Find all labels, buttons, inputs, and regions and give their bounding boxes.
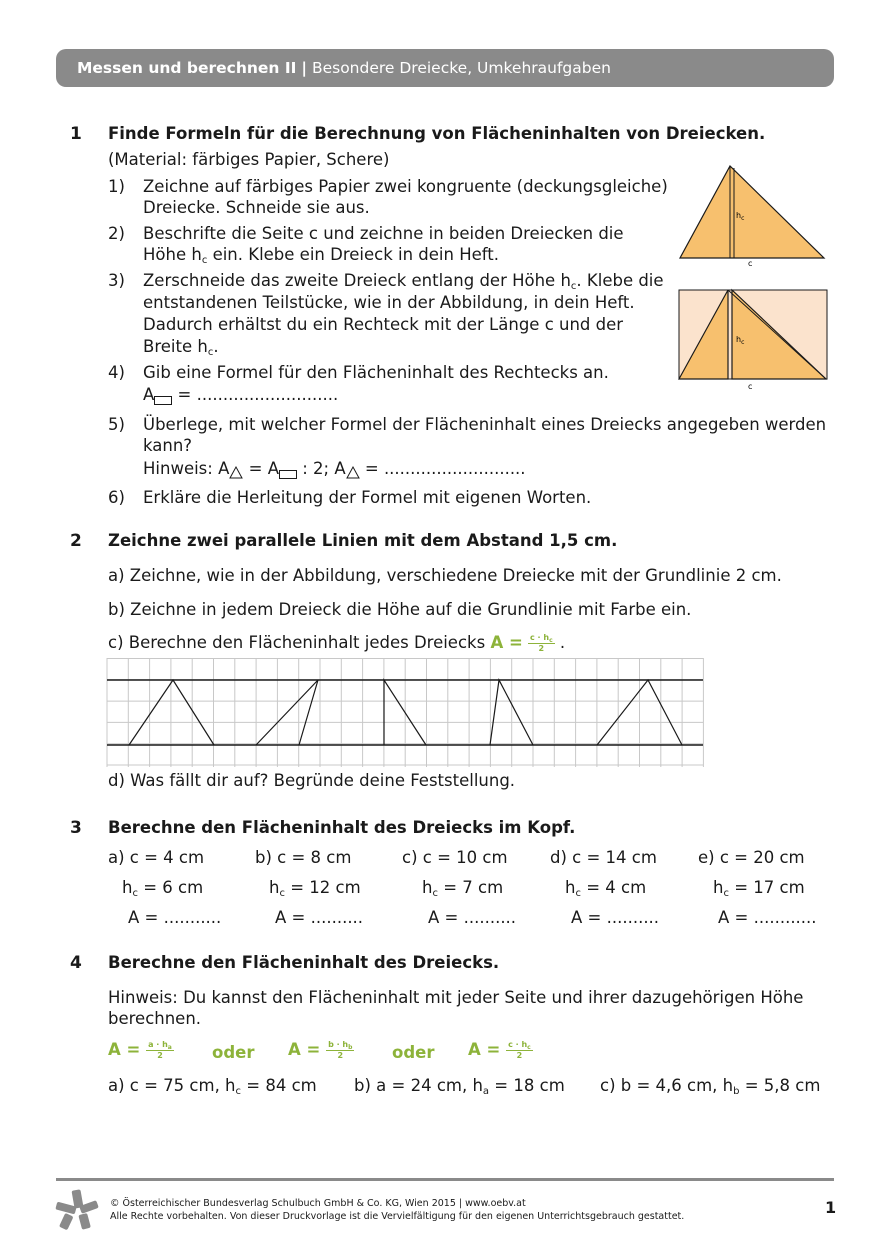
task3-item-b-label: b) c = 8 cm	[255, 848, 352, 867]
formula-fraction: $\frac{b \cdot h_b}{2}$	[328, 1040, 353, 1060]
triangle-symbol-icon	[346, 466, 360, 479]
task4-formula-b: A = $\frac{b \cdot h_b}{2}$	[288, 1040, 353, 1060]
label-c: c	[748, 382, 753, 391]
formula-fraction: $\frac{a \cdot h_a}{2}$	[148, 1040, 172, 1060]
task1-step1-line2: Dreiecke. Schneide sie aus.	[143, 198, 370, 217]
task1-step3-line2: entstandenen Teilstücke, wie in der Abbildung, in dein Heft.	[143, 293, 635, 312]
task4-item-b: b) a = 24 cm, $h_a = 18$ cm	[354, 1076, 565, 1097]
task3-item-d-height: $h_c = 4$ cm	[565, 878, 647, 899]
task3-item-e-area: A = ............	[718, 908, 817, 927]
task3-item-a-label: a) c = 4 cm	[108, 848, 205, 867]
triangle-symbol-icon	[229, 466, 243, 479]
task1-step5-line3: Hinweis: A = A : 2; A = ...........................	[143, 459, 526, 478]
label-c: c	[748, 259, 753, 268]
publisher-logo-icon	[56, 1190, 100, 1230]
task3-item-e-label: e) c = 20 cm	[698, 848, 805, 867]
task1-figure	[676, 162, 832, 391]
task3-item-c-height: $h_c = 7$ cm	[422, 878, 504, 899]
formula-fraction: $\frac{c \cdot h_c}{2}$	[508, 1040, 531, 1060]
task2-title: Zeichne zwei parallele Linien mit dem Abstand 1,5 cm.	[108, 531, 618, 550]
task4-oder-2: oder	[392, 1043, 435, 1062]
task1-step3-line1: Zerschneide das zweite Dreieck entlang der Höhe $h_c$. Klebe die	[143, 271, 664, 292]
task1-step3-number: 3)	[108, 271, 125, 290]
task1-number: 1	[70, 124, 82, 144]
task1-step3-line3: Dadurch erhältst du ein Rechteck mit der Länge c und der	[143, 315, 624, 334]
task3-item-b-area: A = ..........	[275, 908, 364, 927]
label-h: $h_c$	[736, 335, 745, 346]
task4-title: Berechne den Flächeninhalt des Dreiecks.	[108, 953, 500, 972]
task1-step1-number: 1)	[108, 177, 125, 196]
task3-item-d-label: d) c = 14 cm	[550, 848, 657, 867]
task4-number: 4	[70, 953, 82, 973]
task1-step4-line2: A = ...........................	[143, 385, 339, 404]
task1-step3-line4: Breite $h_c$.	[143, 337, 219, 358]
task4-oder-1: oder	[212, 1043, 255, 1062]
task4-item-c: c) b = 4,6 cm, $h_b = 5,8$ cm	[600, 1076, 821, 1097]
grid-triangle	[256, 680, 318, 745]
triangle-figure	[680, 166, 824, 268]
task3-item-e-height: $h_c = 17$ cm	[713, 878, 805, 899]
task4-hint-line1: Hinweis: Du kannst den Flächeninhalt mit jeder Seite und ihrer dazugehörigen Höhe	[108, 988, 804, 1007]
task1-step2-line2: Höhe $h_c$ ein. Klebe ein Dreieck in dein Heft.	[143, 245, 499, 266]
task4-hint-line2: berechnen.	[108, 1009, 202, 1028]
task1-step5-line1: Überlege, mit welcher Formel der Flächeninhalt eines Dreiecks angegeben werden	[143, 415, 827, 434]
task2-part-a: a) Zeichne, wie in der Abbildung, verschiedene Dreiecke mit der Grundlinie 2 cm.	[108, 566, 782, 585]
task4-item-a: a) c = 75 cm, $h_c = 84$ cm	[108, 1076, 317, 1097]
task3-item-c-area: A = ..........	[428, 908, 517, 927]
task3-title: Berechne den Flächeninhalt des Dreiecks im Kopf.	[108, 818, 576, 837]
task1-step6-line1: Erkläre die Herleitung der Formel mit eigenen Worten.	[143, 488, 592, 507]
task1-step1-line1: Zeichne auf färbiges Papier zwei kongruente (deckungsgleiche)	[143, 177, 668, 196]
task4-formula-a: A = $\frac{a \cdot h_a}{2}$	[108, 1040, 172, 1060]
task1-step5-line2: kann?	[143, 436, 193, 455]
page-number: 1	[825, 1198, 837, 1217]
header-title-rest: Besondere Dreiecke, Umkehraufgaben	[311, 59, 611, 77]
rectangle-symbol-icon	[154, 396, 172, 405]
task2-grid-figure	[107, 658, 703, 767]
grid-triangle	[129, 680, 214, 745]
footer-copyright: © Österreichischer Bundesverlag Schulbuch GmbH & Co. KG, Wien 2015 | www.oebv.at	[110, 1198, 526, 1209]
task1-step2-line1: Beschrifte die Seite c und zeichne in beiden Dreiecken die	[143, 224, 624, 243]
task3-item-a-area: A = ...........	[128, 908, 222, 927]
task1-step4-line1: Gib eine Formel für den Flächeninhalt des Rechtecks an.	[143, 363, 609, 382]
footer-divider	[56, 1178, 834, 1181]
task1-step4-number: 4)	[108, 363, 125, 382]
task3-item-c-label: c) c = 10 cm	[402, 848, 508, 867]
task2-number: 2	[70, 531, 82, 551]
rectangle-symbol-icon	[279, 470, 297, 479]
task1-step6-number: 6)	[108, 488, 125, 507]
header-title-bold: Messen und berechnen II	[77, 59, 297, 77]
task2-part-c: c) Berechne den Flächeninhalt jedes Dreiecks A = $\frac{c \cdot h_c}{2}$ .	[108, 633, 566, 653]
footer-text	[110, 1197, 684, 1223]
task3-item-a-height: $h_c = 6$ cm	[122, 878, 204, 899]
task3-item-b-height: $h_c = 12$ cm	[269, 878, 361, 899]
formula-fraction: $\frac{c \cdot h_c}{2}$	[530, 633, 553, 653]
task1-title: Finde Formeln für die Berechnung von Flächeninhalten von Dreiecken.	[108, 124, 766, 143]
footer-rights: Alle Rechte vorbehalten. Von dieser Druckvorlage ist die Vervielfältigung für den eigenen Unterrichtsgebrauch gestattet.	[110, 1211, 685, 1222]
task1-step2-number: 2)	[108, 224, 125, 243]
page-header	[56, 49, 834, 87]
task2-part-b: b) Zeichne in jedem Dreieck die Höhe auf die Grundlinie mit Farbe ein.	[108, 600, 692, 619]
task2-part-d: d) Was fällt dir auf? Begründe deine Feststellung.	[108, 771, 516, 790]
task3-number: 3	[70, 818, 82, 838]
header-separator: |	[301, 59, 308, 77]
task1-step5-number: 5)	[108, 415, 125, 434]
task1-material: (Material: färbiges Papier, Schere)	[108, 150, 390, 169]
task4-formula-c: A = $\frac{c \cdot h_c}{2}$	[468, 1040, 531, 1060]
task3-item-d-area: A = ..........	[571, 908, 660, 927]
label-h: $h_c$	[736, 211, 745, 222]
rectangle-figure	[679, 290, 827, 391]
